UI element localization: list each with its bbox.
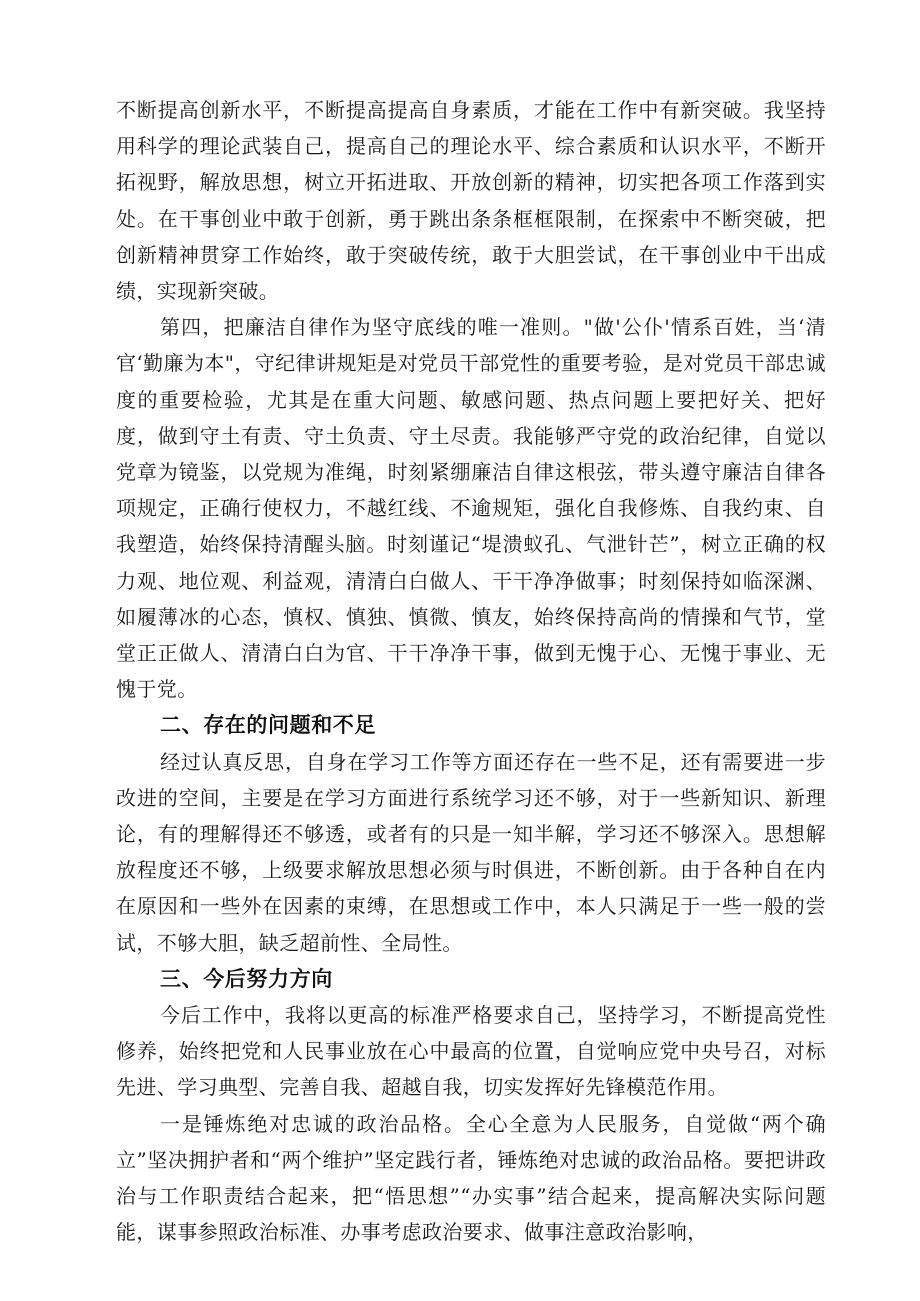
section-heading-future-direction: 三、今后努力方向 [160,966,333,991]
paragraph-problems: 经过认真反思，自身在学习工作等方面还存在一些不足，还有需要进一步改进的空间，主要是在学习方面进行系统学习还不够，对于一些新知识、新理论，有的理解得还不够透，或者有的只是一知半解，学习还不够深入。思想解放程度还不够，上级要求解放思想必须与时俱进，不断创新。由于各种自在内在原因和一些外在因素的束缚，在思想或工作中，本人只满足于一些一般的尝试，不够大胆，缺乏超前性、全局性。 [116,749,826,955]
paragraph-innovation-continued: 不断提高创新水平，不断提高提高自身素质，才能在工作中有新突破。我坚持用科学的理论武装自己，提高自己的理论水平、综合素质和认识水平，不断开拓视野，解放思想，树立开拓进取、开放创新的精神，切实把各项工作落到实处。在干事创业中敢于创新，勇于跳出条条框框限制，在探索中不断突破，把创新精神贯穿工作始终，敢于突破传统，敢于大胆尝试，在干事创业中干出成绩，实现新突破。 [116,98,826,304]
paragraph-future-intro: 今后工作中，我将以更高的标准严格要求自己，坚持学习，不断提高党性修养，始终把党和人民事业放在心中最高的位置，自觉响应党中央号召，对标先进、学习典型、完善自我、超越自我，切实发挥好先锋模范作用。 [116,1003,826,1100]
paragraph-integrity-self-discipline: 第四，把廉洁自律作为坚守底线的唯一准则。"做'公仆'情系百姓，当‘清官‘勤廉为本"，守纪律讲规矩是对党员干部党性的重要考验，是对党员干部忠诚度的重要检验，尤其是在重大问题、敏感问题、热点问题上要把好关、把好度，做到守土有责、守土负责、守土尽责。我能够严守党的政治纪律，自觉以党章为镜鉴，以党规为准绳，时刻紧绷廉洁自律这根弦，带头遵守廉洁自律各项规定，正确行使权力，不越红线、不逾规矩，强化自我修炼、自我约束、自我塑造，始终保持清醒头脑。时刻谨记“堤溃蚁孔、气泄针芒”，树立正确的权力观、地位观、利益观，清清白白做人、干干净净做事；时刻保持如临深渊、如履薄冰的心态，慎权、慎独、慎微、慎友，始终保持高尚的情操和气节，堂堂正正做人、清清白白为官、干干净净干事，做到无愧于心、无愧于事业、无愧于党。 [116,315,826,702]
section-heading-problems: 二、存在的问题和不足 [160,713,376,738]
document-body [116,92,826,1251]
paragraph-political-loyalty: 一是锤炼绝对忠诚的政治品格。全心全意为人民服务，自觉做“两个确立”坚决拥护者和“两个维护”坚定践行者，锤炼绝对忠诚的政治品格。要把讲政治与工作职责结合起来，把“悟思想”“办实事”结合起来，提高解决实际问题能，谋事参照政治标准、办事考虑政治要求、做事注意政治影响， [116,1111,826,1245]
